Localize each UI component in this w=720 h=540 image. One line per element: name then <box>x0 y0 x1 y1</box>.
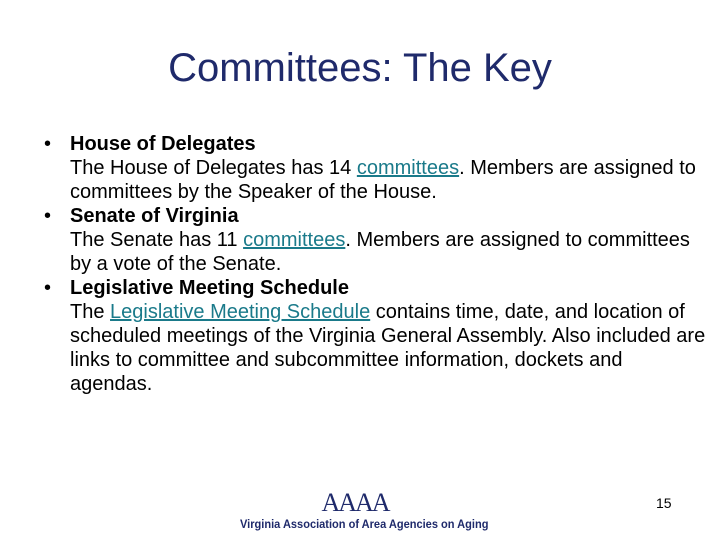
committees-link[interactable]: committees <box>243 229 346 251</box>
committees-link[interactable]: committees <box>356 157 460 179</box>
logo-text: Virginia Association of Area Agencies on Aging <box>240 517 489 531</box>
item-heading: House of Delegates <box>70 133 256 155</box>
list-item-senate <box>40 204 710 276</box>
item-body <box>70 228 710 276</box>
item-body-text: The <box>70 301 111 323</box>
bullet-icon: • <box>44 133 52 155</box>
item-heading: Senate of Virginia <box>70 205 239 227</box>
bullet-list <box>40 132 710 396</box>
item-body <box>70 156 710 204</box>
slide-title: Committees: The Key <box>168 46 552 90</box>
bullet-icon: • <box>44 205 52 227</box>
item-body-text: . Members are assigned to committees by the Speaker of the House. <box>70 157 696 203</box>
item-heading: Legislative Meeting Schedule <box>70 277 349 299</box>
item-body-text: The Senate has 11 <box>70 229 244 251</box>
list-item-house <box>40 132 710 204</box>
page-number: 15 <box>656 495 672 511</box>
list-item-schedule <box>40 276 710 396</box>
logo-mark: AAAA <box>321 488 389 517</box>
item-body <box>70 300 710 396</box>
bullet-icon: • <box>44 277 52 299</box>
item-body-text: The House of Delegates has 14 <box>70 157 357 179</box>
meeting-schedule-link[interactable]: Legislative Meeting Schedule <box>110 301 371 323</box>
item-body-text: contains time, date, and location of scheduled meetings of the Virginia General Assembly. Also included are links to committee and subcommittee information, dockets and agendas. <box>70 301 706 395</box>
organization-logo <box>230 488 489 540</box>
item-body-text: . Members are assigned to committees by a vote of the Senate. <box>70 229 690 275</box>
